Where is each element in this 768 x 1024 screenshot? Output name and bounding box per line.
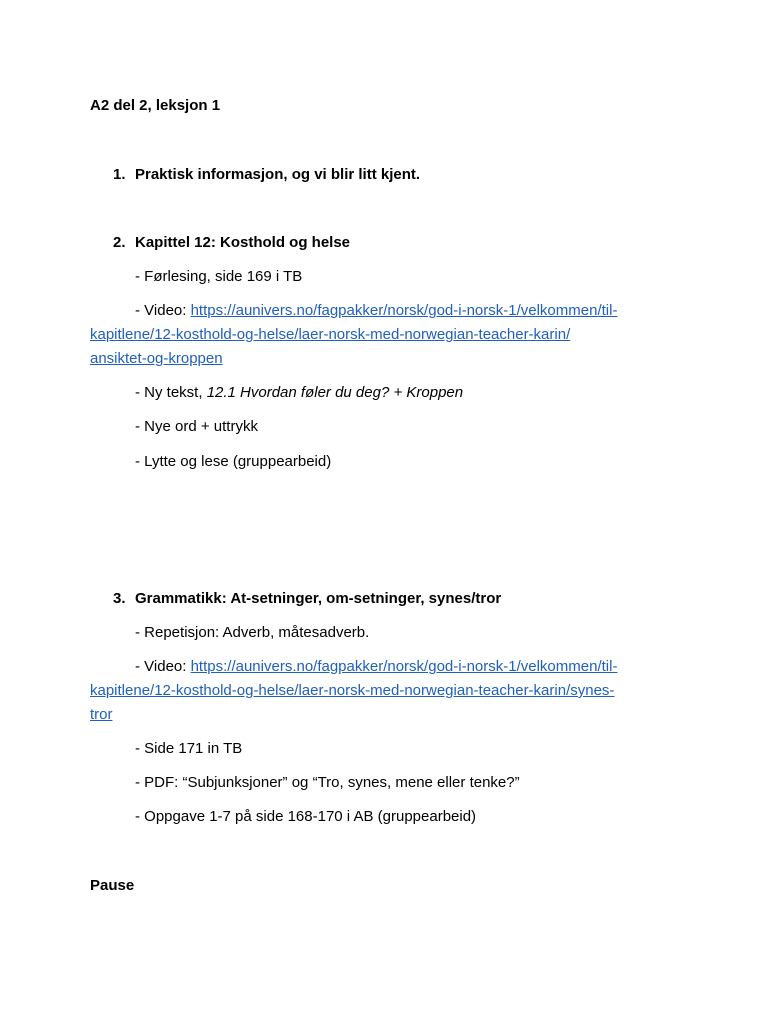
video-link-continued [90, 347, 223, 371]
list-item-pdf: - PDF: “Subjunksjoner” og “Tro, synes, mene eller tenke?” [135, 774, 520, 791]
list-item-side: - Side 171 in TB [135, 740, 243, 757]
video-prefix: - Video: [135, 658, 191, 675]
video-link[interactable]: kapitlene/12-kosthold-og-helse/laer-norsk-med-norwegian-teacher-karin/synes- [90, 682, 615, 699]
section-title: Praktisk informasjon, og vi blir litt kjent. [135, 166, 421, 183]
list-item-video [135, 299, 617, 323]
list-item-repetisjon: - Repetisjon: Adverb, måtesadverb. [135, 624, 370, 641]
ny-tekst-prefix: - Ny tekst, [135, 384, 207, 401]
list-item-oppgave: - Oppgave 1-7 på side 168-170 i AB (gruppearbeid) [135, 808, 477, 825]
pause-heading: Pause [90, 877, 135, 894]
list-item-lytte: - Lytte og lese (gruppearbeid) [135, 453, 332, 470]
ny-tekst-title: 12.1 Hvordan føler du deg? + Kroppen [206, 384, 464, 401]
section-title: Kapittel 12: Kosthold og helse [135, 234, 351, 251]
section-1-heading [113, 163, 420, 187]
section-2-heading [113, 231, 350, 255]
section-number: 1. [113, 166, 126, 183]
section-title: Grammatikk: At-setninger, om-setninger, synes/tror [135, 590, 502, 607]
document-title: A2 del 2, leksjon 1 [90, 97, 221, 114]
video-link-continued [90, 703, 113, 727]
video-link[interactable]: ansiktet-og-kroppen [90, 350, 223, 367]
video-link[interactable]: https://aunivers.no/fagpakker/norsk/god-i-norsk-1/velkommen/til- [190, 658, 618, 675]
section-number: 3. [113, 590, 126, 607]
list-item-nye-ord: - Nye ord + uttrykk [135, 418, 258, 435]
list-item-forlesing: - Førlesing, side 169 i TB [135, 268, 303, 285]
video-link-continued [90, 679, 614, 703]
video-link-continued [90, 323, 570, 347]
list-item-video [135, 655, 617, 679]
list-item-ny-tekst [135, 381, 463, 405]
video-link[interactable]: tror [90, 706, 113, 723]
video-prefix: - Video: [135, 302, 191, 319]
section-3-heading [113, 587, 501, 611]
section-number: 2. [113, 234, 126, 251]
video-link[interactable]: kapitlene/12-kosthold-og-helse/laer-norsk-med-norwegian-teacher-karin/ [90, 326, 571, 343]
video-link[interactable]: https://aunivers.no/fagpakker/norsk/god-i-norsk-1/velkommen/til- [190, 302, 618, 319]
